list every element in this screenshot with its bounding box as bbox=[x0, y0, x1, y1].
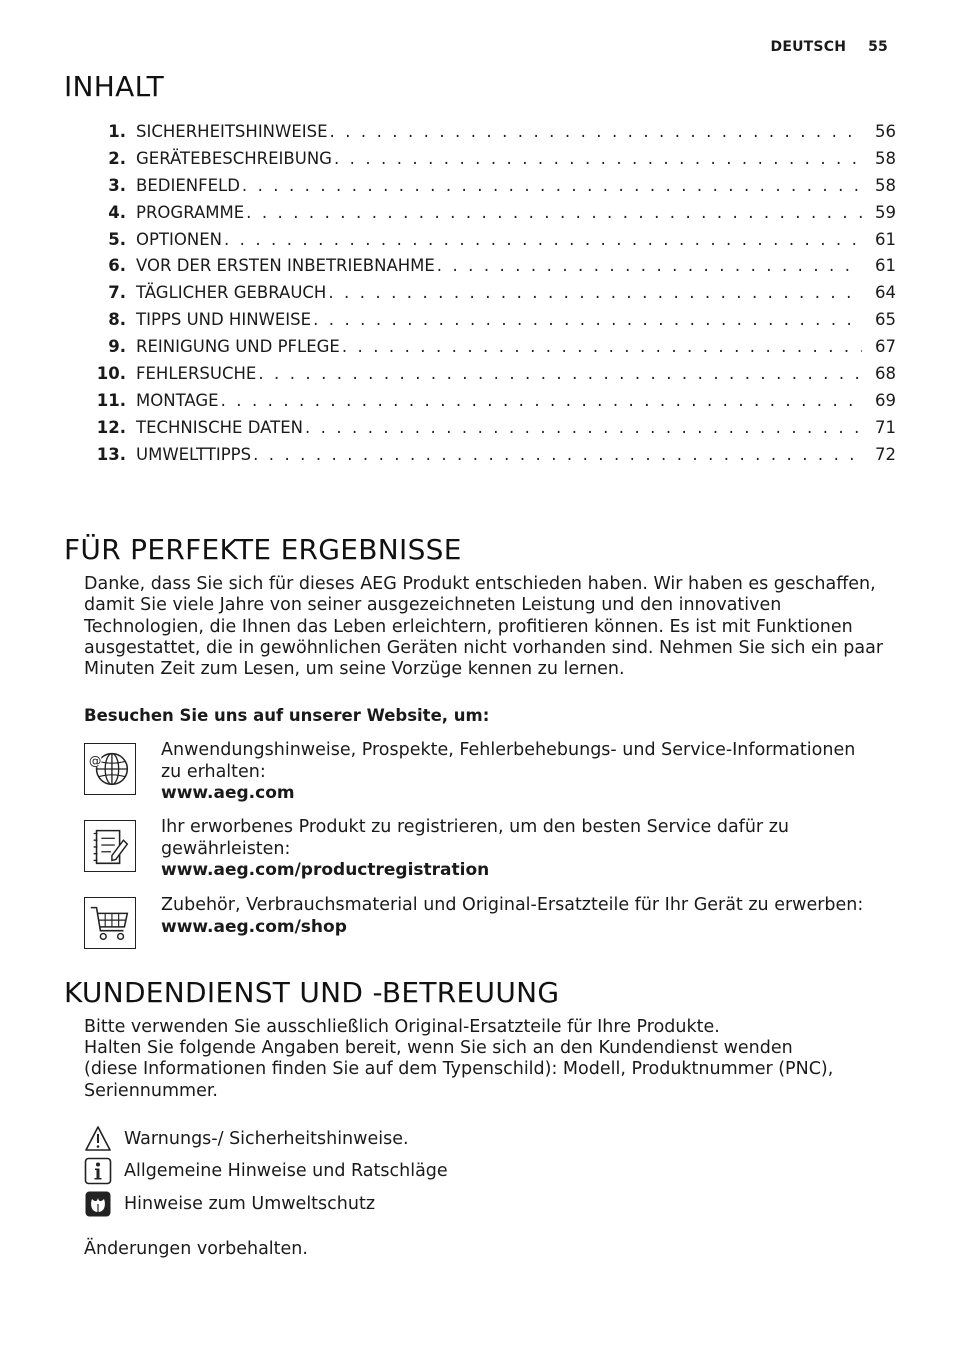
visit-item-text: Anwendungshinweise, Prospekte, Fehlerbehebungs- und Service-Informationen zu erhalten: bbox=[161, 740, 856, 782]
toc-entry-title: MONTAGE bbox=[136, 390, 219, 410]
page-header bbox=[771, 39, 888, 55]
toc-entry-number: 6. bbox=[108, 256, 126, 276]
environment-symbol-row bbox=[84, 1190, 375, 1218]
visit-heading: Besuchen Sie uns auf unserer Website, um: bbox=[84, 706, 490, 725]
toc-dot-leader bbox=[224, 230, 862, 249]
toc-dot-leader bbox=[328, 283, 862, 302]
toc-entry-number: 10. bbox=[96, 364, 126, 384]
toc-dot-leader bbox=[253, 445, 862, 464]
toc-entry-number: 5. bbox=[108, 229, 126, 249]
toc-entry-title: TECHNISCHE DATEN bbox=[136, 417, 303, 437]
globe-icon bbox=[84, 743, 136, 795]
toc-dot-leader bbox=[246, 203, 862, 222]
service-heading: KUNDENDIENST UND -BETREUUNG bbox=[64, 976, 560, 1009]
toc-entry-page: 67 bbox=[875, 337, 896, 357]
toc-entry[interactable] bbox=[84, 391, 896, 418]
results-heading: FÜR PERFEKTE ERGEBNISSE bbox=[64, 533, 462, 566]
toc-entry-page: 71 bbox=[875, 417, 896, 437]
table-of-contents bbox=[84, 122, 896, 472]
toc-entry[interactable] bbox=[84, 256, 896, 283]
warning-icon bbox=[84, 1125, 112, 1153]
toc-dot-leader bbox=[313, 310, 862, 329]
visit-item-text: Zubehör, Verbrauchsmaterial und Original-Ersatzteile für Ihr Gerät zu erwerben: bbox=[161, 895, 864, 915]
toc-dot-leader bbox=[437, 256, 862, 275]
visit-item-info bbox=[161, 740, 881, 805]
toc-dot-leader bbox=[221, 391, 862, 410]
toc-entry-number: 8. bbox=[108, 310, 126, 330]
toc-entry-title: REINIGUNG UND PFLEGE bbox=[136, 337, 340, 357]
toc-entry[interactable] bbox=[84, 149, 896, 176]
toc-entry-title: TÄGLICHER GEBRAUCH bbox=[136, 283, 327, 303]
environment-icon bbox=[84, 1190, 112, 1218]
toc-dot-leader bbox=[330, 122, 862, 141]
registration-form-icon bbox=[84, 820, 136, 872]
svg-text:@: @ bbox=[88, 753, 102, 769]
toc-dot-leader bbox=[258, 364, 862, 383]
visit-link-aeg[interactable]: www.aeg.com bbox=[161, 783, 295, 803]
visit-link-productregistration[interactable]: www.aeg.com/productregistration bbox=[161, 860, 490, 880]
toc-entry-number: 3. bbox=[108, 175, 126, 195]
warning-symbol-row bbox=[84, 1125, 409, 1153]
toc-entry-title: BEDIENFELD bbox=[136, 175, 240, 195]
toc-entry-page: 72 bbox=[875, 444, 896, 464]
toc-entry-number: 7. bbox=[108, 283, 126, 303]
visit-item-text: Ihr erworbenes Produkt zu registrieren, um den besten Service dafür zu gewährleisten: bbox=[161, 817, 789, 859]
toc-entry-title: PROGRAMME bbox=[136, 202, 245, 222]
toc-entry-number: 2. bbox=[108, 148, 126, 168]
toc-dot-leader bbox=[342, 337, 862, 356]
environment-symbol-text: Hinweise zum Umweltschutz bbox=[124, 1194, 376, 1214]
toc-entry[interactable] bbox=[84, 445, 896, 472]
info-symbol-text: Allgemeine Hinweise und Ratschläge bbox=[124, 1161, 448, 1181]
toc-entry[interactable] bbox=[84, 364, 896, 391]
info-symbol-row bbox=[84, 1157, 448, 1185]
toc-entry-page: 59 bbox=[875, 202, 896, 222]
warning-symbol-text: Warnungs-/ Sicherheitshinweise. bbox=[124, 1129, 409, 1149]
toc-entry[interactable] bbox=[84, 230, 896, 257]
service-line-2: Halten Sie folgende Angaben bereit, wenn Sie sich an den Kundendienst wenden (diese Informationen finden Sie auf dem Typenschild): Modell, Produktnummer (PNC), Seriennummer. bbox=[84, 1038, 834, 1101]
toc-entry-page: 68 bbox=[875, 364, 896, 384]
page-number: 55 bbox=[868, 39, 888, 55]
toc-entry-title: TIPPS UND HINWEISE bbox=[136, 310, 312, 330]
toc-entry-title: UMWELTTIPPS bbox=[136, 444, 252, 464]
visit-link-shop[interactable]: www.aeg.com/shop bbox=[161, 916, 347, 937]
shopping-cart-icon bbox=[84, 897, 136, 949]
toc-entry-page: 65 bbox=[875, 310, 896, 330]
toc-entry-number: 13. bbox=[96, 444, 126, 464]
toc-dot-leader bbox=[305, 418, 862, 437]
visit-item-shop bbox=[161, 895, 881, 938]
toc-entry[interactable] bbox=[84, 203, 896, 230]
info-icon bbox=[84, 1157, 112, 1185]
toc-entry-number: 9. bbox=[108, 337, 126, 357]
toc-entry-title: SICHERHEITSHINWEISE bbox=[136, 122, 328, 141]
toc-entry[interactable] bbox=[84, 337, 896, 364]
toc-entry-title: FEHLERSUCHE bbox=[136, 364, 257, 384]
visit-item-registration bbox=[161, 817, 881, 882]
header-language: DEUTSCH bbox=[770, 39, 847, 55]
toc-entry[interactable] bbox=[84, 176, 896, 203]
toc-entry[interactable] bbox=[84, 122, 896, 149]
toc-entry[interactable] bbox=[84, 310, 896, 337]
toc-entry-number: 1. bbox=[108, 122, 126, 141]
service-line-1: Bitte verwenden Sie ausschließlich Original-Ersatzteile für Ihre Produkte. bbox=[84, 1017, 720, 1037]
toc-entry-number: 4. bbox=[108, 202, 126, 222]
toc-heading: INHALT bbox=[64, 70, 165, 103]
toc-entry-title: VOR DER ERSTEN INBETRIEBNAHME bbox=[136, 256, 435, 276]
toc-entry-number: 12. bbox=[96, 417, 126, 437]
toc-entry[interactable] bbox=[84, 418, 896, 445]
toc-entry-page: 58 bbox=[875, 148, 896, 168]
toc-entry-page: 61 bbox=[875, 256, 896, 276]
toc-entry-page: 58 bbox=[875, 175, 896, 195]
toc-entry-title: OPTIONEN bbox=[136, 229, 222, 249]
toc-entry-page: 56 bbox=[875, 122, 896, 141]
toc-entry-page: 69 bbox=[875, 390, 896, 410]
toc-dot-leader bbox=[334, 149, 862, 168]
toc-entry-title: GERÄTEBESCHREIBUNG bbox=[136, 148, 332, 168]
toc-entry-page: 64 bbox=[875, 283, 896, 303]
toc-entry[interactable] bbox=[84, 283, 896, 310]
toc-entry-page: 61 bbox=[875, 229, 896, 249]
toc-dot-leader bbox=[242, 176, 862, 195]
toc-entry-number: 11. bbox=[96, 390, 126, 410]
changes-reserved-note: Änderungen vorbehalten. bbox=[84, 1239, 308, 1259]
results-intro: Danke, dass Sie sich für dieses AEG Produkt entschieden haben. Wir haben es geschaffen, damit Sie viele Jahre von seiner ausgezeichneten Leistung und den innovativen Technologien, die Ihnen das Leben erleichtern, profitieren können. Es ist mit Funktionen ausgestattet, die in gewöhnlichen Geräten nicht vorhanden sind. Nehmen Sie sich ein paar Minuten Zeit zum Lesen, um seine Vorzüge kennen zu lernen. bbox=[84, 574, 884, 680]
